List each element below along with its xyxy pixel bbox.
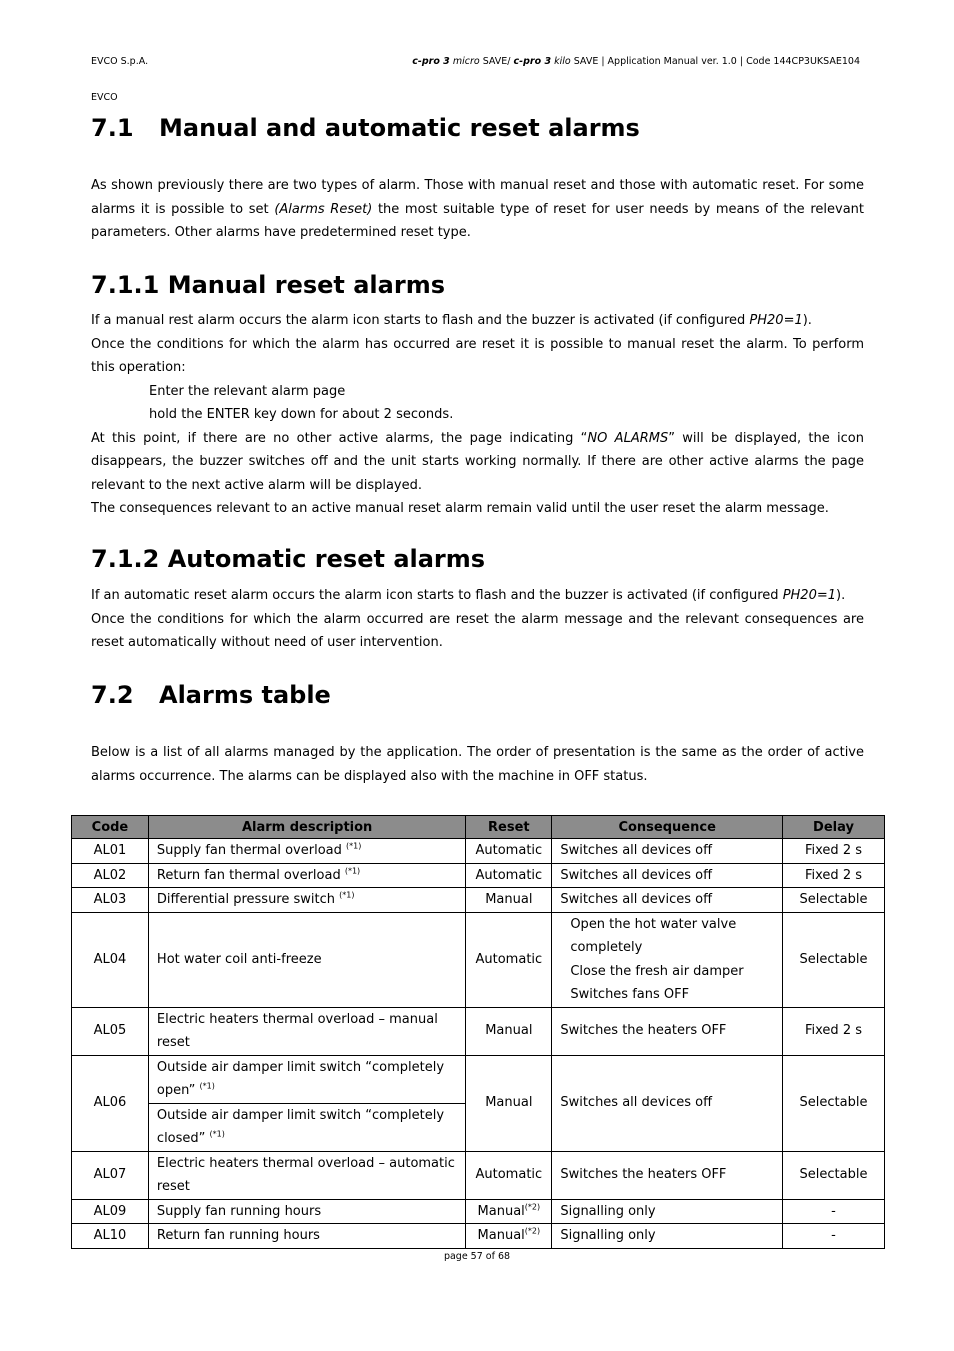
col-header-reset: Reset <box>466 816 552 839</box>
table-header-row <box>72 816 885 839</box>
header-sub: EVCO <box>91 92 118 103</box>
table-row: AL07 Electric heaters thermal overload – automatic reset Automatic Switches the heaters OFF Selectable <box>72 1151 885 1199</box>
section-7-2-text: Below is a list of all alarms managed by the application. The order of presentation is the same as the order of active alarms occurrence. The alarms can be displayed also with the machine in OFF status. <box>91 745 864 784</box>
table-row: AL02 Return fan thermal overload $^{(*1)}$ Automatic Switches all devices off Fixed 2 s <box>72 863 885 888</box>
section-7-1-2-text: If an automatic reset alarm occurs the alarm icon starts to flash and the buzzer is activated (if configured PH20=1). Once the conditions for which the alarm occurred are reset the alarm message and the relevant consequences are reset automatically without need of user intervention. <box>91 588 864 650</box>
table-row: AL06 Outside air damper limit switch “completely open” $^{(*1)}$ Manual Switches all devices off Selectable <box>72 1055 885 1103</box>
section-heading-7-1-2: 7.1.2 Automatic reset alarms <box>91 545 486 573</box>
table-row: AL05 Electric heaters thermal overload – manual reset Manual Switches the heaters OFF Fixed 2 s <box>72 1007 885 1055</box>
col-header-description: Alarm description <box>148 816 465 839</box>
alarms-table <box>71 815 885 1249</box>
section-7-1-text: As shown previously there are two types of alarm. Those with manual reset and those with automatic reset. For some alarms it is possible to set (Alarms Reset) the most suitable type of reset for user needs by means of the relevant parameters. Other alarms have predetermined reset type. <box>91 178 865 240</box>
table-row: AL10 Return fan running hours Manual$^{(*2)}$ Signalling only - <box>72 1224 885 1249</box>
section-heading-7-1-1: 7.1.1 Manual reset alarms <box>91 271 445 299</box>
section-heading-7-2: 7.2 Alarms table <box>91 681 331 709</box>
col-header-code: Code <box>72 816 149 839</box>
table-row: Outside air damper limit switch “completely closed” $^{(*1)}$ <box>72 1103 885 1151</box>
table-row: AL04 Hot water coil anti-freeze Automatic Open the hot water valve completely Close the fresh air damper Switches fans OFF Selectable <box>72 912 885 1007</box>
col-header-delay: Delay <box>783 816 885 839</box>
table-row: AL09 Supply fan running hours Manual$^{(*2)}$ Signalling only - <box>72 1199 885 1224</box>
header-company: EVCO S.p.A. <box>91 56 149 67</box>
header-title: c-pro 3 micro SAVE/ c-pro 3 kilo SAVE | Application Manual ver. 1.0 | Code 144CP3UKSAE104 <box>412 56 860 67</box>
table-row: AL01 Supply fan thermal overload $^{(*1)}$ Automatic Switches all devices off Fixed 2 s <box>72 839 885 864</box>
section-heading-7-1: 7.1 Manual and automatic reset alarms <box>91 114 640 142</box>
table-row: AL03 Differential pressure switch $^{(*1)}$ Manual Switches all devices off Selectable <box>72 888 885 913</box>
section-7-1-1-text: If a manual rest alarm occurs the alarm icon starts to flash and the buzzer is activated (if configured PH20=1). Once the conditions for which the alarm has occurred are reset it is possible to manual reset the alarm. To perform this operation: Enter the relevant alarm page hold the ENTER key down for about 2 seconds. At this point, if there are no other active alarms, the page indicating “NO ALARMS” will be displayed, the icon disappears, the buzzer switches off and the unit starts working normally. If there are other active alarms the page relevant to the next active alarm will be displayed. The consequences relevant to an active manual reset alarm remain valid until the user reset the alarm message. <box>91 313 865 516</box>
page-number: page 57 of 68 <box>443 1251 511 1262</box>
step-2: hold the ENTER key down for about 2 seconds. <box>149 407 454 422</box>
col-header-consequence: Consequence <box>552 816 783 839</box>
step-1: Enter the relevant alarm page <box>149 383 346 399</box>
